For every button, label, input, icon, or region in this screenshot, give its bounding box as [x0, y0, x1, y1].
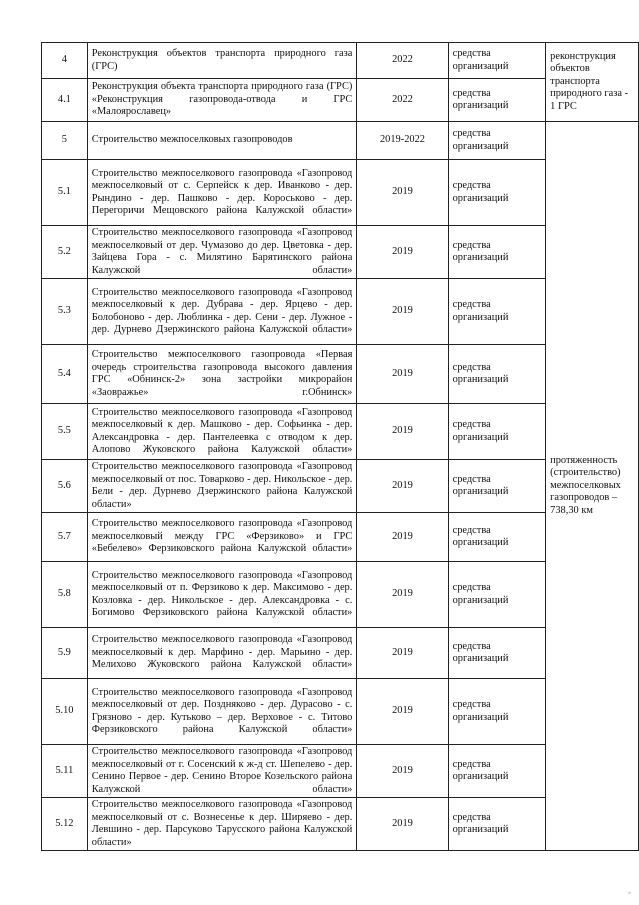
- row-funding-source: средства организаций: [448, 279, 546, 345]
- row-result-note: протяженность (строительство) межпоселковых газопроводов – 738,30 км: [546, 122, 639, 851]
- row-funding-source: средства организаций: [448, 679, 546, 745]
- row-year: 2019-2022: [357, 122, 448, 160]
- row-description: Реконструкция объектов транспорта природного газа (ГРС): [87, 43, 357, 79]
- row-number: 5.4: [42, 345, 88, 404]
- row-number: 5.5: [42, 404, 88, 460]
- row-year: 2019: [357, 628, 448, 679]
- row-funding-source: средства организаций: [448, 798, 546, 851]
- row-description: Строительство межпоселкового газопровода «Первая очередь строительства газопровода высокого давления ГРС «Обнинск-2» зона застройки микрорайон «Заовражье» г.Обнинск»: [87, 345, 357, 404]
- row-funding-source: средства организаций: [448, 628, 546, 679]
- row-year: 2019: [357, 279, 448, 345]
- row-number: 5.7: [42, 513, 88, 562]
- row-number: 5: [42, 122, 88, 160]
- row-description: Строительство межпоселкового газопровода «Газопровод межпоселковый к дер. Машково - дер. Софьинка - дер. Александровка - дер. Пантелеевка с отводом к дер. Алопово Жуковского района Калужской области»: [87, 404, 357, 460]
- row-description: Реконструкция объекта транспорта природного газа (ГРС) «Реконструкция газопровода-отвода и ГРС «Малоярославец»: [87, 79, 357, 122]
- row-funding-source: средства организаций: [448, 460, 546, 513]
- row-description: Строительство межпоселковых газопроводов: [87, 122, 357, 160]
- row-funding-source: средства организаций: [448, 345, 546, 404]
- row-year: 2019: [357, 345, 448, 404]
- program-table: [41, 42, 639, 851]
- row-funding-source: средства организаций: [448, 745, 546, 798]
- row-funding-source: средства организаций: [448, 79, 546, 122]
- row-description: Строительство межпоселкового газопровода «Газопровод межпоселковый от пос. Товарково - дер. Никольское - дер. Бели - дер. Дурнево Дзержинского района Калужской области»: [87, 460, 357, 513]
- row-description: Строительство межпоселкового газопровода «Газопровод межпоселковый от с. Серпейск к дер. Иванково - дер. Рындино - дер. Пашково - дер. Короськово - дер. Перегоричи Мещовского района Калужской области»: [87, 160, 357, 226]
- row-funding-source: средства организаций: [448, 404, 546, 460]
- row-year: 2019: [357, 679, 448, 745]
- corner-mark: »: [628, 890, 631, 896]
- row-description: Строительство межпоселкового газопровода «Газопровод межпоселковый от дер. Чумазово до дер. Цветовка - дер. Зайцева Гора - с. Милятино Барятинского района Калужской области»: [87, 226, 357, 279]
- row-description: Строительство межпоселкового газопровода «Газопровод межпоселковый от п. Ферзиково к дер. Максимово - дер. Козловка - дер. Никольское - дер. Александровка - с. Богимово Ферзиковского района Калужской области»: [87, 562, 357, 628]
- row-year: 2019: [357, 798, 448, 851]
- row-year: 2019: [357, 513, 448, 562]
- row-year: 2022: [357, 79, 448, 122]
- row-year: 2022: [357, 43, 448, 79]
- row-description: Строительство межпоселкового газопровода «Газопровод межпоселковый между ГРС «Ферзиково» и ГРС «Бебелево» Ферзиковского района Калужской области»: [87, 513, 357, 562]
- row-description: Строительство межпоселкового газопровода «Газопровод межпоселковый от г. Сосенский к ж-д ст. Шепелево - дер. Сенино Первое - дер. Сенино Второе Козельского района Калужской области»: [87, 745, 357, 798]
- row-year: 2019: [357, 404, 448, 460]
- table-row: [42, 43, 639, 79]
- row-funding-source: средства организаций: [448, 122, 546, 160]
- row-number: 5.1: [42, 160, 88, 226]
- row-description: Строительство межпоселкового газопровода «Газопровод межпоселковый к дер. Марфино - дер. Марьино - дер. Мелихово Жуковского района Калужской области»: [87, 628, 357, 679]
- row-funding-source: средства организаций: [448, 43, 546, 79]
- row-number: 4: [42, 43, 88, 79]
- row-number: 5.11: [42, 745, 88, 798]
- row-result-note: реконструкция объектов транспорта природного газа - 1 ГРС: [546, 43, 639, 122]
- row-number: 5.2: [42, 226, 88, 279]
- table-row: [42, 122, 639, 160]
- row-number: 4.1: [42, 79, 88, 122]
- row-number: 5.8: [42, 562, 88, 628]
- row-number: 5.3: [42, 279, 88, 345]
- row-number: 5.6: [42, 460, 88, 513]
- row-funding-source: средства организаций: [448, 513, 546, 562]
- row-year: 2019: [357, 226, 448, 279]
- row-year: 2019: [357, 562, 448, 628]
- row-number: 5.9: [42, 628, 88, 679]
- row-funding-source: средства организаций: [448, 562, 546, 628]
- row-description: Строительство межпоселкового газопровода «Газопровод межпоселковый к дер. Дубрава - дер. Ярцево - дер. Болобоново - дер. Люблинка - дер. Сени - дер. Лужное - дер. Дурнево Дзержинского района Калужской области»: [87, 279, 357, 345]
- row-description: Строительство межпоселкового газопровода «Газопровод межпоселковый от с. Вознесенье к дер. Ширяево - дер. Левшино - дер. Парсуково Тарусского района Калужской области»: [87, 798, 357, 851]
- row-number: 5.12: [42, 798, 88, 851]
- row-number: 5.10: [42, 679, 88, 745]
- row-description: Строительство межпоселкового газопровода «Газопровод межпоселковый от дер. Поздняково - дер. Дурасово - с. Грязново - дер. Кутьково – дер. Верховое - с. Титово Ферзиковского района Калужской области»: [87, 679, 357, 745]
- row-year: 2019: [357, 460, 448, 513]
- row-year: 2019: [357, 160, 448, 226]
- row-year: 2019: [357, 745, 448, 798]
- row-funding-source: средства организаций: [448, 160, 546, 226]
- row-funding-source: средства организаций: [448, 226, 546, 279]
